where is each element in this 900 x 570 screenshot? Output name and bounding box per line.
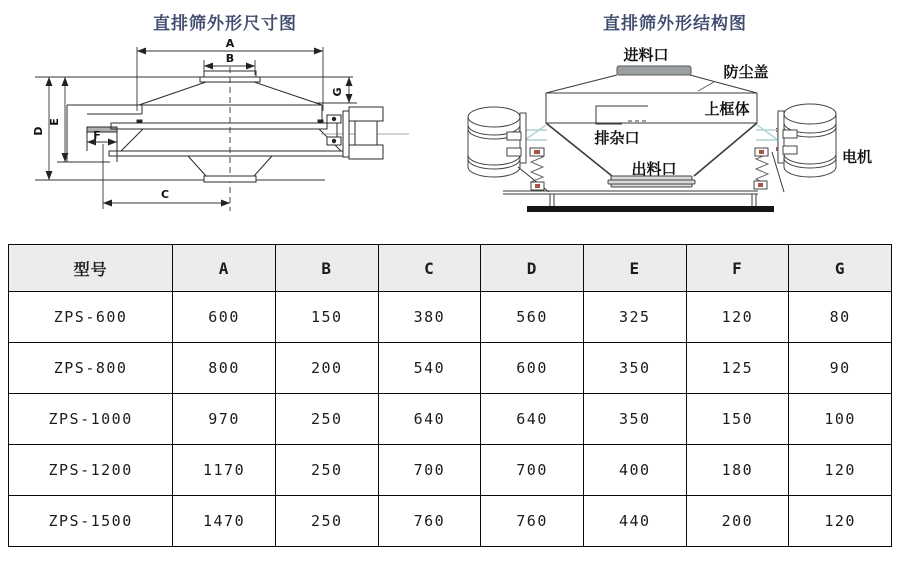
dimension-diagram	[0, 34, 450, 235]
value-cell: 150	[686, 394, 789, 445]
value-cell: 150	[275, 292, 378, 343]
value-cell: 250	[275, 394, 378, 445]
structure-title: 直排筛外形结构图	[603, 14, 747, 34]
value-cell: 760	[481, 496, 584, 547]
right-motor	[778, 104, 836, 177]
structure-panel	[450, 0, 900, 235]
value-cell: 350	[583, 394, 686, 445]
table-header-row	[9, 245, 892, 292]
value-cell: 600	[481, 343, 584, 394]
col-header-b: B	[275, 245, 378, 292]
value-cell: 350	[583, 343, 686, 394]
value-cell: 125	[686, 343, 789, 394]
value-cell: 250	[275, 496, 378, 547]
model-cell: ZPS-800	[9, 343, 173, 394]
value-cell: 325	[583, 292, 686, 343]
value-cell: 80	[789, 292, 892, 343]
col-header-f: F	[686, 245, 789, 292]
spec-table	[8, 244, 892, 547]
col-header-a: A	[173, 245, 276, 292]
value-cell: 800	[173, 343, 276, 394]
value-cell: 970	[173, 394, 276, 445]
value-cell: 120	[686, 292, 789, 343]
model-cell: ZPS-1500	[9, 496, 173, 547]
table-row	[9, 292, 892, 343]
dimension-title: 直排筛外形尺寸图	[153, 14, 297, 34]
col-header-e: E	[583, 245, 686, 292]
table-row	[9, 445, 892, 496]
value-cell: 1170	[173, 445, 276, 496]
label-motor: 电机	[842, 148, 873, 166]
model-cell: ZPS-600	[9, 292, 173, 343]
diagram-row	[0, 0, 900, 235]
value-cell: 700	[378, 445, 481, 496]
label-dust-cover: 防尘盖	[723, 63, 769, 81]
col-header-d: D	[481, 245, 584, 292]
dim-label-d: D	[32, 126, 45, 136]
model-cell: ZPS-1200	[9, 445, 173, 496]
value-cell: 640	[378, 394, 481, 445]
value-cell: 540	[378, 343, 481, 394]
value-cell: 90	[789, 343, 892, 394]
value-cell: 700	[481, 445, 584, 496]
table-row	[9, 343, 892, 394]
col-header-c: C	[378, 245, 481, 292]
label-upper-frame: 上框体	[704, 100, 750, 118]
table-row	[9, 496, 892, 547]
dimension-letters	[32, 37, 344, 201]
base-bar	[527, 206, 774, 212]
model-cell: ZPS-1000	[9, 394, 173, 445]
value-cell: 640	[481, 394, 584, 445]
dim-label-c: C	[160, 188, 170, 201]
dim-label-g: G	[331, 87, 344, 97]
structure-diagram	[450, 34, 900, 235]
machine-outline	[67, 71, 343, 182]
value-cell: 440	[583, 496, 686, 547]
label-outlet: 出料口	[631, 160, 677, 178]
value-cell: 120	[789, 496, 892, 547]
value-cell: 120	[789, 445, 892, 496]
value-cell: 200	[275, 343, 378, 394]
label-inlet: 进料口	[623, 46, 669, 64]
value-cell: 760	[378, 496, 481, 547]
value-cell: 400	[583, 445, 686, 496]
dim-label-b: B	[225, 52, 235, 65]
value-cell: 250	[275, 445, 378, 496]
dim-label-f: F	[93, 129, 101, 142]
value-cell: 180	[686, 445, 789, 496]
col-header-g: G	[789, 245, 892, 292]
value-cell: 1470	[173, 496, 276, 547]
dim-label-a: A	[225, 37, 235, 50]
value-cell: 380	[378, 292, 481, 343]
label-waste-port: 排杂口	[594, 129, 640, 147]
dim-label-e: E	[48, 118, 61, 126]
table-row	[9, 394, 892, 445]
value-cell: 200	[686, 496, 789, 547]
inlet-flange	[617, 66, 691, 75]
col-header-model: 型号	[9, 245, 173, 292]
left-motor	[468, 107, 526, 177]
dimension-panel	[0, 0, 450, 235]
value-cell: 100	[789, 394, 892, 445]
value-cell: 600	[173, 292, 276, 343]
value-cell: 560	[481, 292, 584, 343]
